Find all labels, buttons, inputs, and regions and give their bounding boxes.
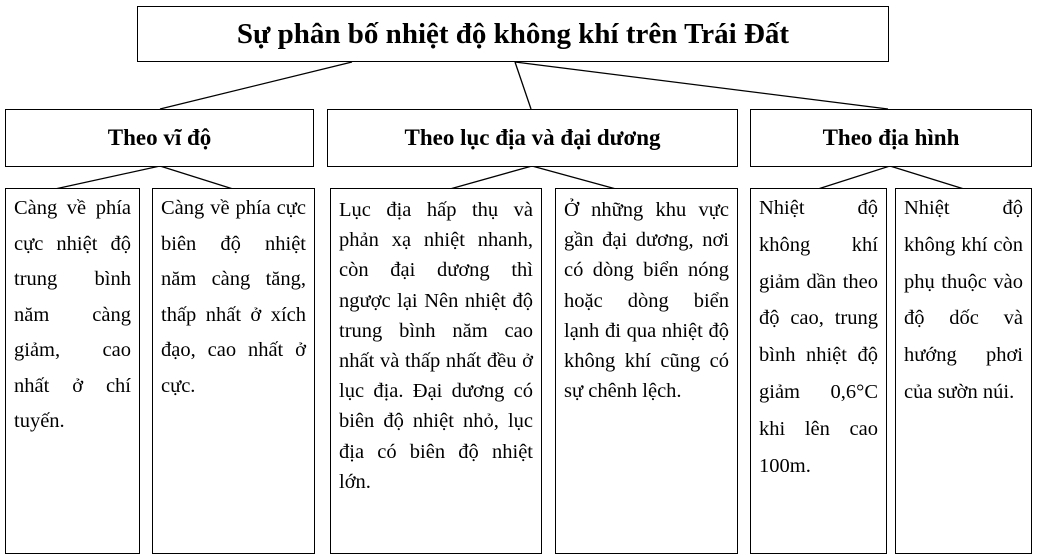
connector-title-col3 xyxy=(515,62,888,109)
detail-latitude-temperature xyxy=(5,188,140,554)
detail-text: Lục địa hấp thụ và phản xạ nhiệt nhanh, còn đại dương thì ngược lại Nên nhiệt độ trung bình năm cao nhất và thấp nhất đều ở lục địa. Đại dương có biên độ nhiệt nhỏ, lục địa có biên độ nhiệt lớn. xyxy=(339,199,533,493)
connector-col3-leaf2 xyxy=(890,166,964,189)
detail-latitude-amplitude xyxy=(152,188,315,554)
diagram-title: Sự phân bố nhiệt độ không khí trên Trái Đất xyxy=(137,6,889,62)
detail-text: Ở những khu vực gần đại dương, nơi có dòng biển nóng hoặc dòng biển lạnh đi qua nhiệt độ không khí cũng có sự chênh lệch. xyxy=(564,199,729,403)
category-terrain: Theo địa hình xyxy=(750,109,1032,167)
detail-terrain-slope xyxy=(895,188,1032,554)
detail-terrain-altitude xyxy=(750,188,887,554)
detail-text: Nhiệt độ không khí còn phụ thuộc vào độ dốc và hướng phơi của sườn núi. xyxy=(904,197,1023,403)
connector-col1-leaf2 xyxy=(160,166,233,189)
category-latitude: Theo vĩ độ xyxy=(5,109,314,167)
detail-text: Càng về phía cực nhiệt độ trung bình năm càng giảm, cao nhất ở chí tuyến. xyxy=(14,197,131,432)
detail-text: Nhiệt độ không khí giảm dần theo độ cao, trung bình nhiệt độ giảm 0,6°C khi lên cao 100m. xyxy=(759,197,878,477)
connector-title-col1 xyxy=(160,62,352,109)
connector-col2-leaf2 xyxy=(532,166,616,189)
detail-ocean-currents xyxy=(555,188,738,554)
connector-col1-leaf1 xyxy=(55,166,160,189)
connector-col2-leaf1 xyxy=(450,166,532,189)
connector-title-col2 xyxy=(515,62,531,109)
detail-continent-absorption xyxy=(330,188,542,554)
detail-text: Càng về phía cực biên độ nhiệt năm càng tăng, thấp nhất ở xích đạo, cao nhất ở cực. xyxy=(161,197,306,397)
connector-col3-leaf1 xyxy=(818,166,890,189)
category-continent-ocean: Theo lục địa và đại dương xyxy=(327,109,738,167)
